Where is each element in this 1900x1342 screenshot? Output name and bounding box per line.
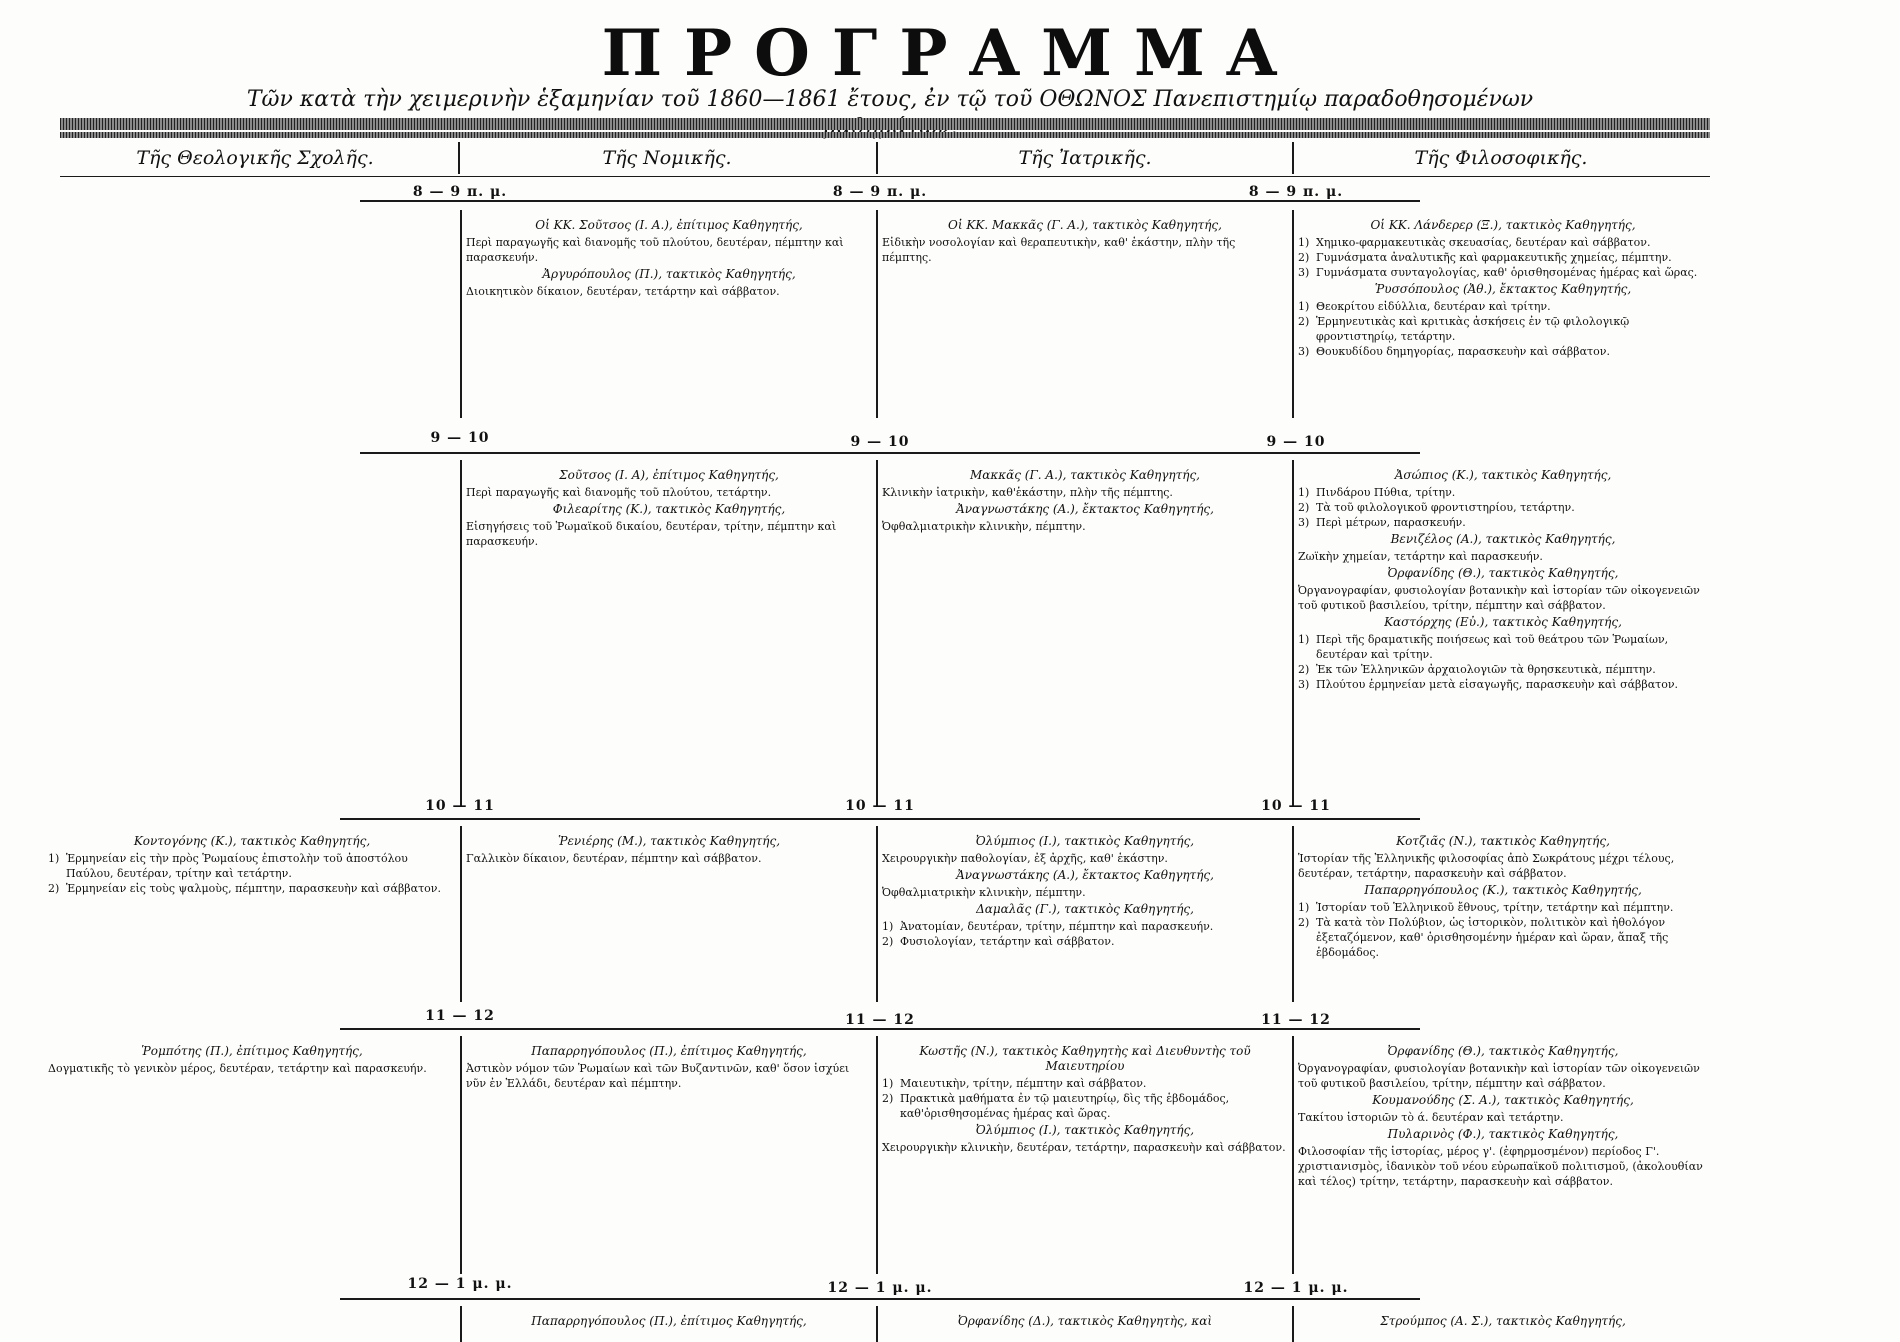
course-block-philosophy-8 (1298, 216, 1708, 359)
time-label: 8 — 9 π. μ. (1248, 184, 1344, 200)
professor-name: Πυλαρινὸς (Φ.), τακτικὸς Καθηγητής, (1387, 1127, 1619, 1141)
time-rule (360, 200, 1420, 202)
course-number: 3) (1298, 266, 1310, 279)
course-text: Ἀστικὸν νόμον τῶν Ῥωμαίων καὶ τῶν Βυζαντινῶν, καθ' ὅσον ἰσχύει νῦν ἐν Ἑλλάδι, δευτέραν καὶ πέμπτην. (466, 1062, 850, 1090)
professor-name: Ὀλύμπιος (Ι.), τακτικὸς Καθηγητής, (975, 1123, 1195, 1137)
column-divider (876, 826, 878, 1002)
time-label: 8 — 9 π. μ. (412, 184, 508, 200)
course-text: Ἑρμηνείαν εἰς τὴν πρὸς Ῥωμαίους ἐπιστολὴν τοῦ ἀποστόλου Παύλου, δευτέραν, τρίτην καὶ τετάρτην. (66, 852, 408, 880)
course-number: 1) (882, 920, 894, 933)
professor-name: Σοῦτσος (Ι. Α), ἐπίτιμος Καθηγητής, (559, 468, 779, 482)
course-text: Γυμνάσματα ἀναλυτικῆς καὶ φαρμακευτικῆς χημείας, πέμπτην. (1316, 251, 1672, 264)
course-block-law-8 (466, 216, 872, 299)
course-line (466, 284, 872, 299)
course-text: Τὰ τοῦ φιλολογικοῦ φροντιστηρίου, τετάρτην. (1316, 501, 1575, 514)
time-label: 9 — 10 (430, 430, 490, 446)
course-number: 1) (48, 852, 60, 865)
professor-name: Ὀρφανίδης (Θ.), τακτικὸς Καθηγητής, (1387, 566, 1619, 580)
decorative-rule-bottom (60, 132, 1710, 138)
course-number: 2) (882, 935, 894, 948)
course-line (48, 851, 456, 881)
course-text: Ἱστορίαν τοῦ Ἑλληνικοῦ ἔθνους, τρίτην, τετάρτην καὶ πέμπτην. (1316, 901, 1674, 914)
course-text: Φιλοσοφίαν τῆς ἱστορίας, μέρος γ'. (ἐφηρμοσμένον) περίοδος Γ'. χριστιανισμὸς, ἰδανικὸν τοῦ νέου εὐρωπαϊκοῦ πολιτισμοῦ, (ἀκολουθίαν καὶ τέλος) τρίτην, τετάρτην, παρασκευὴν καὶ σάββατον. (1298, 1145, 1703, 1188)
professor-name: Κοντογόνης (Κ.), τακτικὸς Καθηγητής, (133, 834, 371, 848)
course-text: Μαιευτικὴν, τρίτην, πέμπτην καὶ σάββατον. (900, 1077, 1147, 1090)
course-text: Ζωϊκὴν χημείαν, τετάρτην καὶ παρασκευήν. (1298, 550, 1543, 563)
course-text: Πινδάρου Πύθια, τρίτην. (1316, 486, 1456, 499)
course-text: Εἰδικὴν νοσολογίαν καὶ θεραπευτικὴν, καθ' ἑκάστην, πλὴν τῆς πέμπτης. (882, 236, 1236, 264)
course-line (1298, 1110, 1708, 1125)
professor-name: Βενιζέλος (Α.), τακτικὸς Καθηγητής, (1390, 532, 1616, 546)
course-text: Πρακτικὰ μαθήματα ἐν τῷ μαιευτηρίῳ, δὶς τῆς ἑβδομάδος, καθ'ὁρισθησομένας ἡμέρας καὶ ὥρας. (900, 1092, 1230, 1120)
course-line (1298, 314, 1708, 344)
course-number: 2) (48, 882, 60, 895)
column-divider (876, 142, 878, 174)
time-rule (360, 452, 1420, 454)
time-label: 11 — 12 (1261, 1012, 1331, 1028)
time-rule (340, 818, 1420, 820)
faculty-header-theology: Τῆς Θεολογικῆς Σχολῆς. (136, 147, 374, 169)
professor-name: Ἀσώπιος (Κ.), τακτικὸς Καθηγητής, (1394, 468, 1612, 482)
course-line (1298, 299, 1708, 314)
professor-name: Μακκᾶς (Γ. Α.), τακτικὸς Καθηγητής, (970, 468, 1200, 482)
professor-name: Ὀρφανίδης (Θ.), τακτικὸς Καθηγητής, (1387, 1044, 1619, 1058)
course-line (1298, 851, 1708, 881)
course-line (1298, 1061, 1708, 1091)
course-block-philosophy-11 (1298, 1042, 1708, 1189)
course-line (882, 519, 1288, 534)
course-line (1298, 250, 1708, 265)
course-text: Τὰ κατὰ τὸν Πολύβιον, ὡς ἱστορικὸν, πολιτικὸν καὶ ἠθολόγον ἐξεταζόμενον, καθ' ὁρισθησομένην ἡμέραν καὶ ὥραν, ἅπαξ τῆς ἑβδομάδος. (1316, 916, 1669, 959)
course-text: Γυμνάσματα συνταγολογίας, καθ' ὁρισθησομένας ἡμέρας καὶ ὥρας. (1316, 266, 1698, 279)
course-line (1298, 500, 1708, 515)
decorative-rule-top (60, 118, 1710, 130)
course-number: 1) (1298, 901, 1310, 914)
course-line (48, 1061, 456, 1076)
course-number: 2) (1298, 251, 1310, 264)
professor-name: Κωστῆς (Ν.), τακτικὸς Καθηγητὴς καὶ Διευθυντὴς τοῦ Μαιευτηρίου (919, 1044, 1251, 1073)
course-block-law-10 (466, 832, 872, 866)
column-divider (876, 1306, 878, 1342)
course-text: Τακίτου ἱστοριῶν τὸ ά. δευτέραν καὶ τετάρτην. (1298, 1111, 1564, 1124)
professor-name: Οἱ ΚΚ. Μακκᾶς (Γ. Α.), τακτικὸς Καθηγητής, (948, 218, 1222, 232)
course-line (1298, 677, 1708, 692)
professor-name: Φιλεαρίτης (Κ.), τακτικὸς Καθηγητής, (552, 502, 786, 516)
course-number: 1) (1298, 236, 1310, 249)
course-line (466, 1061, 872, 1091)
course-block-philosophy-12 (1298, 1312, 1708, 1331)
course-text: Ὀφθαλμιατρικὴν κλινικὴν, πέμπτην. (882, 520, 1086, 533)
column-divider (876, 1036, 878, 1274)
course-number: 1) (882, 1077, 894, 1090)
header-rule (60, 176, 1710, 177)
course-line (466, 235, 872, 265)
column-divider (458, 142, 460, 174)
course-line (882, 485, 1288, 500)
professor-name: Ὀλύμπιος (Ι.), τακτικὸς Καθηγητής, (975, 834, 1195, 848)
course-text: Εἰσηγήσεις τοῦ Ῥωμαϊκοῦ δικαίου, δευτέραν, τρίτην, πέμπτην καὶ παρασκευήν. (466, 520, 837, 548)
column-divider (876, 210, 878, 418)
professor-name: Παπαρρηγόπουλος (Κ.), τακτικὸς Καθηγητής, (1364, 883, 1642, 897)
course-line (882, 1091, 1288, 1121)
course-line (48, 881, 456, 896)
professor-name: Ἀναγνωστάκης (Α.), ἔκτακτος Καθηγητής, (956, 868, 1214, 882)
course-number: 2) (882, 1092, 894, 1105)
course-block-law-11 (466, 1042, 872, 1091)
time-label: 11 — 12 (845, 1012, 915, 1028)
course-block-philosophy-9 (1298, 466, 1708, 692)
course-block-medicine-12 (882, 1312, 1288, 1331)
professor-name: Ἀναγνωστάκης (Α.), ἔκτακτος Καθηγητής, (956, 502, 1214, 516)
column-divider (460, 210, 462, 418)
course-text: Κλινικὴν ἰατρικὴν, καθ'ἑκάστην, πλὴν τῆς πέμπτης. (882, 486, 1173, 499)
course-block-medicine-9 (882, 466, 1288, 534)
course-text: Περὶ παραγωγῆς καὶ διανομῆς τοῦ πλούτου, δευτέραν, πέμπτην καὶ παρασκευήν. (466, 236, 844, 264)
professor-name: Καστόρχης (Εὐ.), τακτικὸς Καθηγητής, (1384, 615, 1622, 629)
course-text: Ἑρμηνείαν εἰς τοὺς ψαλμοὺς, πέμπτην, παρασκευὴν καὶ σάββατον. (66, 882, 441, 895)
professor-name: Οἱ ΚΚ. Λάνδερερ (Ξ.), τακτικὸς Καθηγητής, (1370, 218, 1636, 232)
professor-name: Ῥομπότης (Π.), ἐπίτιμος Καθηγητής, (141, 1044, 363, 1058)
course-line (466, 851, 872, 866)
faculty-header-medicine: Τῆς Ἰατρικῆς. (1018, 147, 1152, 169)
course-number: 1) (1298, 486, 1310, 499)
course-line (466, 485, 872, 500)
course-line (1298, 485, 1708, 500)
course-text: Χειρουργικὴν παθολογίαν, ἐξ ἀρχῆς, καθ' ἑκάστην. (882, 852, 1168, 865)
faculty-header-law: Τῆς Νομικῆς. (602, 147, 732, 169)
course-line (1298, 549, 1708, 564)
time-label: 9 — 10 (1266, 434, 1326, 450)
course-block-medicine-11 (882, 1042, 1288, 1155)
professor-name: Κουμανούδης (Σ. Α.), τακτικὸς Καθηγητής, (1372, 1093, 1634, 1107)
time-label: 12 — 1 μ. μ. (1243, 1280, 1349, 1296)
course-text: Ἱστορίαν τῆς Ἑλληνικῆς φιλοσοφίας ἀπὸ Σωκράτους μέχρι τέλους, δευτέραν, τετάρτην, παρασκευὴν καὶ σάββατον. (1298, 852, 1675, 880)
column-divider (460, 1036, 462, 1274)
course-line (1298, 900, 1708, 915)
professor-name: Κοτζιᾶς (Ν.), τακτικὸς Καθηγητής, (1396, 834, 1610, 848)
professor-name: Παπαρρηγόπουλος (Π.), ἐπίτιμος Καθηγητής, (531, 1044, 807, 1058)
time-label: 9 — 10 (850, 434, 910, 450)
course-text: Πλούτου ἑρμηνείαν μετὰ εἰσαγωγῆς, παρασκευὴν καὶ σάββατον. (1316, 678, 1679, 691)
course-line (1298, 1144, 1708, 1189)
course-text: Ἐκ τῶν Ἑλληνικῶν ἀρχαιολογιῶν τὰ θρησκευτικὰ, πέμπτην. (1316, 663, 1656, 676)
course-text: Περὶ μέτρων, παρασκευήν. (1316, 516, 1466, 529)
column-divider (1292, 460, 1294, 806)
column-divider (460, 826, 462, 1002)
professor-name: Οἱ ΚΚ. Σοῦτσος (Ι. Α.), ἐπίτιμος Καθηγητής, (535, 218, 803, 232)
column-divider (460, 460, 462, 806)
course-text: Ὀφθαλμιατρικὴν κλινικὴν, πέμπτην. (882, 886, 1086, 899)
course-line (1298, 915, 1708, 960)
course-line (1298, 344, 1708, 359)
course-line (1298, 583, 1708, 613)
course-number: 2) (1298, 501, 1310, 514)
time-label: 12 — 1 μ. μ. (407, 1276, 513, 1292)
course-text: Θουκυδίδου δημηγορίας, παρασκευὴν καὶ σάββατον. (1316, 345, 1610, 358)
course-text: Ὀργανογραφίαν, φυσιολογίαν βοτανικὴν καὶ ἱστορίαν τῶν οἰκογενειῶν τοῦ φυτικοῦ βασιλείου, τρίτην, πέμπτην καὶ σάββατον. (1298, 1062, 1700, 1090)
professor-name: Στρούμπος (Α. Σ.), τακτικὸς Καθηγητής, (1380, 1314, 1626, 1328)
course-text: Δογματικῆς τὸ γενικὸν μέρος, δευτέραν, τετάρτην καὶ παρασκευήν. (48, 1062, 427, 1075)
course-number: 2) (1298, 315, 1310, 328)
professor-name: Ὀρφανίδης (Δ.), τακτικὸς Καθηγητὴς, καὶ (957, 1314, 1213, 1328)
course-number: 1) (1298, 300, 1310, 313)
time-label: 10 — 11 (845, 798, 915, 814)
course-number: 3) (1298, 516, 1310, 529)
professor-name: Ῥενιέρης (Μ.), τακτικὸς Καθηγητής, (557, 834, 781, 848)
professor-name: Δαμαλᾶς (Γ.), τακτικὸς Καθηγητής, (976, 902, 1194, 916)
course-line (882, 885, 1288, 900)
column-divider (460, 1306, 462, 1342)
course-text: Ἑρμηνευτικὰς καὶ κριτικὰς ἀσκήσεις ἐν τῷ φιλολογικῷ φροντιστηρίῳ, τετάρτην. (1316, 315, 1630, 343)
course-text: Γαλλικὸν δίκαιον, δευτέραν, πέμπτην καὶ σάββατον. (466, 852, 762, 865)
course-line (1298, 515, 1708, 530)
course-line (882, 919, 1288, 934)
course-number: 2) (1298, 916, 1310, 929)
course-line (1298, 662, 1708, 677)
course-text: Περὶ τῆς δραματικῆς ποιήσεως καὶ τοῦ θεάτρου τῶν Ῥωμαίων, δευτέραν καὶ τρίτην. (1316, 633, 1669, 661)
page-subtitle: Τῶν κατὰ τὴν χειμερινὴν ἑξαμηνίαν τοῦ 1860—1861 ἔτους, ἐν τῷ τοῦ ΟΘΩΝΟΣ Πανεπιστημίῳ παραδοθησομένων (246, 87, 1534, 112)
course-block-law-12 (466, 1312, 872, 1331)
column-divider (1292, 210, 1294, 418)
course-line (882, 235, 1288, 265)
column-divider (876, 460, 878, 806)
course-text: Θεοκρίτου εἰδύλλια, δευτέραν καὶ τρίτην. (1316, 300, 1551, 313)
course-number: 3) (1298, 678, 1310, 691)
course-block-medicine-10 (882, 832, 1288, 949)
course-block-theology-11 (48, 1042, 456, 1076)
course-block-philosophy-10 (1298, 832, 1708, 960)
time-rule (340, 1028, 1420, 1030)
time-label: 8 — 9 π. μ. (832, 184, 928, 200)
course-text: Φυσιολογίαν, τετάρτην καὶ σάββατον. (900, 935, 1115, 948)
course-line (882, 934, 1288, 949)
course-line (466, 519, 872, 549)
time-label: 10 — 11 (425, 798, 495, 814)
time-label: 10 — 11 (1261, 798, 1331, 814)
course-block-theology-10 (48, 832, 456, 896)
course-text: Περὶ παραγωγῆς καὶ διανομῆς τοῦ πλούτου, τετάρτην. (466, 486, 772, 499)
course-number: 1) (1298, 633, 1310, 646)
column-divider (1292, 1306, 1294, 1342)
professor-name: Ἀργυρόπουλος (Π.), τακτικὸς Καθηγητής, (542, 267, 796, 281)
faculty-header-philosophy: Τῆς Φιλοσοφικῆς. (1414, 147, 1588, 169)
course-line (882, 1140, 1288, 1155)
page-title: ΠΡΟΓΡΑΜΜΑ (601, 16, 1299, 91)
course-block-medicine-8 (882, 216, 1288, 265)
time-label: 11 — 12 (425, 1008, 495, 1024)
course-number: 3) (1298, 345, 1310, 358)
column-divider (1292, 826, 1294, 1002)
course-block-law-9 (466, 466, 872, 549)
course-line (882, 851, 1288, 866)
column-divider (1292, 1036, 1294, 1274)
course-text: Ὀργανογραφίαν, φυσιολογίαν βοτανικὴν καὶ ἱστορίαν τῶν οἰκογενειῶν τοῦ φυτικοῦ βασιλείου, τρίτην, πέμπτην καὶ σάββατον. (1298, 584, 1700, 612)
course-text: Χειρουργικὴν κλινικὴν, δευτέραν, τετάρτην, παρασκευὴν καὶ σάββατον. (882, 1141, 1286, 1154)
course-line (1298, 632, 1708, 662)
course-number: 2) (1298, 663, 1310, 676)
time-rule (340, 1298, 1420, 1300)
professor-name: Ῥυσσόπουλος (Ἀθ.), ἔκτακτος Καθηγητής, (1374, 282, 1632, 296)
column-divider (1292, 142, 1294, 174)
course-line (882, 1076, 1288, 1091)
course-text: Ἀνατομίαν, δευτέραν, τρίτην, πέμπτην καὶ παρασκευήν. (900, 920, 1214, 933)
course-text: Χημικο-φαρμακευτικὰς σκευασίας, δευτέραν καὶ σάββατον. (1316, 236, 1651, 249)
course-line (1298, 235, 1708, 250)
time-label: 12 — 1 μ. μ. (827, 1280, 933, 1296)
course-line (1298, 265, 1708, 280)
professor-name: Παπαρρηγόπουλος (Π.), ἐπίτιμος Καθηγητής, (531, 1314, 807, 1328)
course-text: Διοικητικὸν δίκαιον, δευτέραν, τετάρτην καὶ σάββατον. (466, 285, 780, 298)
